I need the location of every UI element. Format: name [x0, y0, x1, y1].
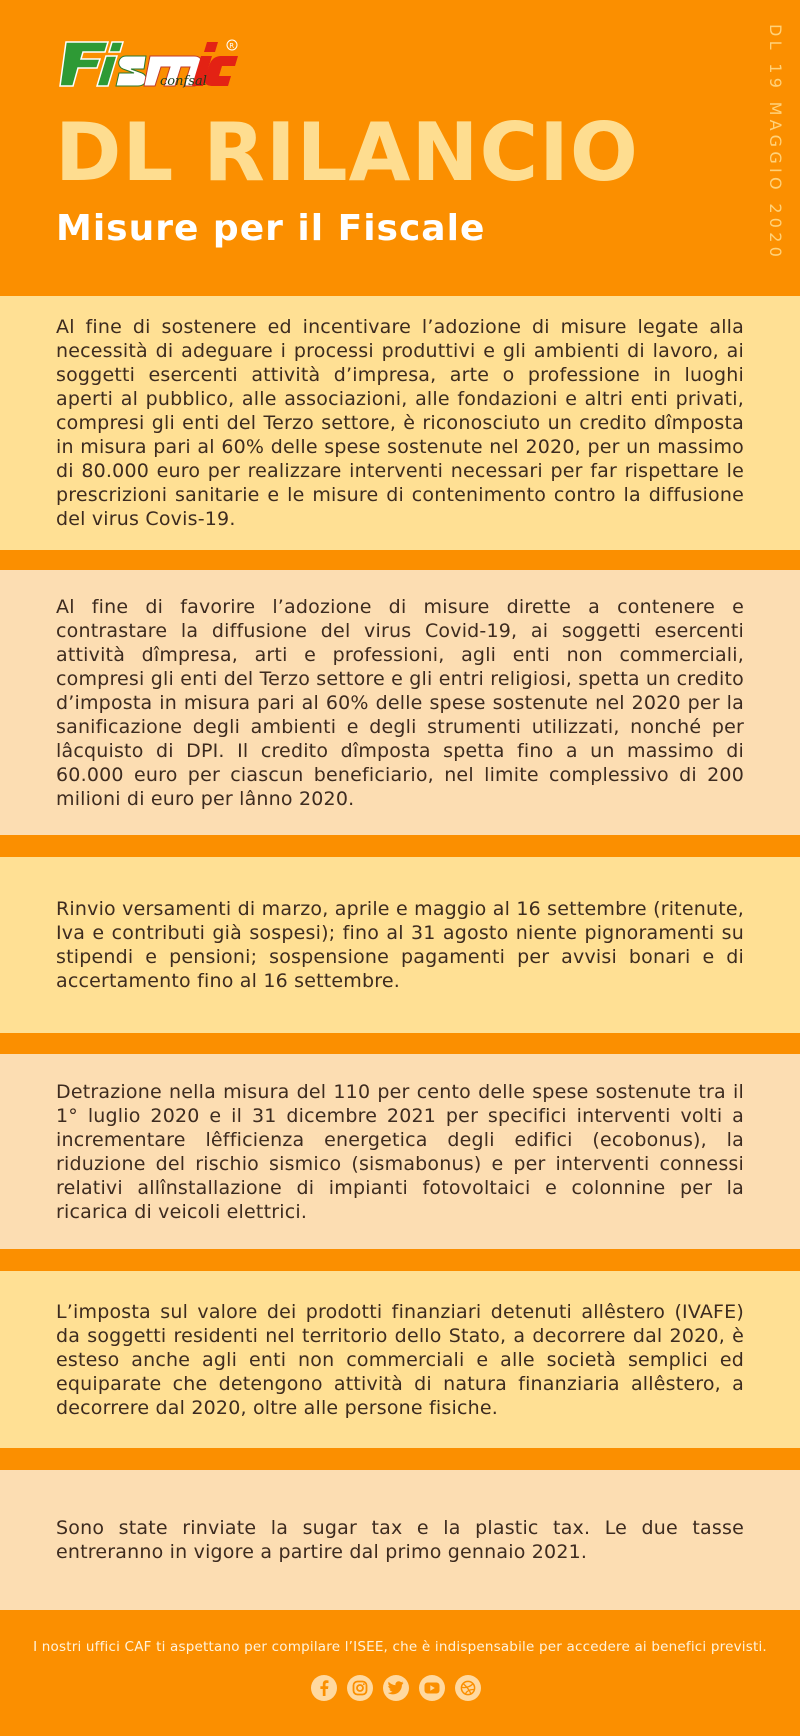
page-subtitle: Misure per il Fiscale	[56, 208, 486, 249]
section-superbonus	[0, 1054, 800, 1249]
side-date-label: DL 19 MAGGIO 2020	[766, 24, 785, 262]
section-text: L’imposta sul valore dei prodotti finanziari detenuti allêstero (IVAFE) da soggetti residenti nel territorio dello Stato, a decorrere dal 2020, è esteso anche agli enti non commerciali e alle società semplici ed equiparate che detengono attività di natura finanziaria allêstero, a decorrere dal 2020, oltre alle persone fisiche.	[56, 1300, 744, 1419]
twitter-icon[interactable]	[383, 1675, 409, 1701]
section-text: Al fine di sostenere ed incentivare l’adozione di misure legate alla necessità di adeguare i processi produttivi e gli ambienti di lavoro, ai soggetti esercenti attività d’impresa, arte o professione in luoghi aperti al pubblico, alle associazioni, alle fondazioni e altri enti privati, compresi gli enti del Terzo settore, è riconosciuto un credito dîmposta in misura pari al 60% delle spese sostenute nel 2020, per un massimo di 80.000 euro per realizzare interventi necessari per far rispettare le prescrizioni sanitarie e le misure di contenimento contro la diffusione del virus Covis-19.	[56, 316, 744, 530]
instagram-icon[interactable]	[347, 1675, 373, 1701]
section-text: Rinvio versamenti di marzo, aprile e maggio al 16 settembre (ritenute, Iva e contributi già sospesi); fino al 31 agosto niente pignoramenti su stipendi e pensioni; sospensione pagamenti per avvisi bonari e di accertamento fino al 16 settembre.	[56, 898, 744, 992]
section-payment-deferral	[0, 857, 800, 1033]
youtube-icon[interactable]	[419, 1675, 445, 1701]
section-sugar-plastic-tax	[0, 1470, 800, 1610]
fismic-confsal-logo[interactable]	[56, 36, 240, 92]
section-sanitization-workplace	[0, 296, 800, 550]
social-icons	[311, 1675, 481, 1701]
section-text: Detrazione nella misura del 110 per cento delle spese sostenute tra il 1° luglio 2020 e il 31 dicembre 2021 per specifici interventi volti a incrementare lêfficienza energetica degli edifici (ecobonus), la riduzione del rischio sismico (sismabonus) e per interventi connessi relativi allînstallazione di impianti fotovoltaici e colonnine per la ricarica di veicoli elettrici.	[56, 1080, 744, 1223]
svg-text:R: R	[229, 42, 235, 50]
page-title: DL RILANCIO	[55, 106, 639, 199]
dribbble-icon[interactable]	[455, 1675, 481, 1701]
section-sanitization-credit	[0, 570, 800, 835]
section-text: Al fine di favorire l’adozione di misure dirette a contenere e contrastare la diffusione del virus Covid-19, ai soggetti esercenti attività dîmpresa, arti e professioni, agli enti non commerciali, compresi gli enti del Terzo settore e gli entri religiosi, spetta un credito d’imposta in misura pari al 60% delle spese sostenute nel 2020 per la sanificazione degli ambienti e degli strumenti utilizzati, nonché per lâcquisto di DPI. Il credito dîmposta spetta fino a un massimo di 60.000 euro per ciascun beneficiario, nel limite complessivo di 200 milioni di euro per lânno 2020.	[56, 595, 744, 810]
facebook-icon[interactable]	[311, 1675, 337, 1701]
footer-note: I nostri uffici CAF ti aspettano per compilare l’ISEE, che è indispensabile per accedere ai benefici previsti.	[33, 1639, 767, 1655]
svg-text:confsal: confsal	[160, 74, 207, 89]
section-text: Sono state rinviate la sugar tax e la plastic tax. Le due tasse entreranno in vigore a partire dal primo gennaio 2021.	[56, 1517, 744, 1563]
section-ivafe	[0, 1271, 800, 1448]
header	[0, 0, 800, 296]
